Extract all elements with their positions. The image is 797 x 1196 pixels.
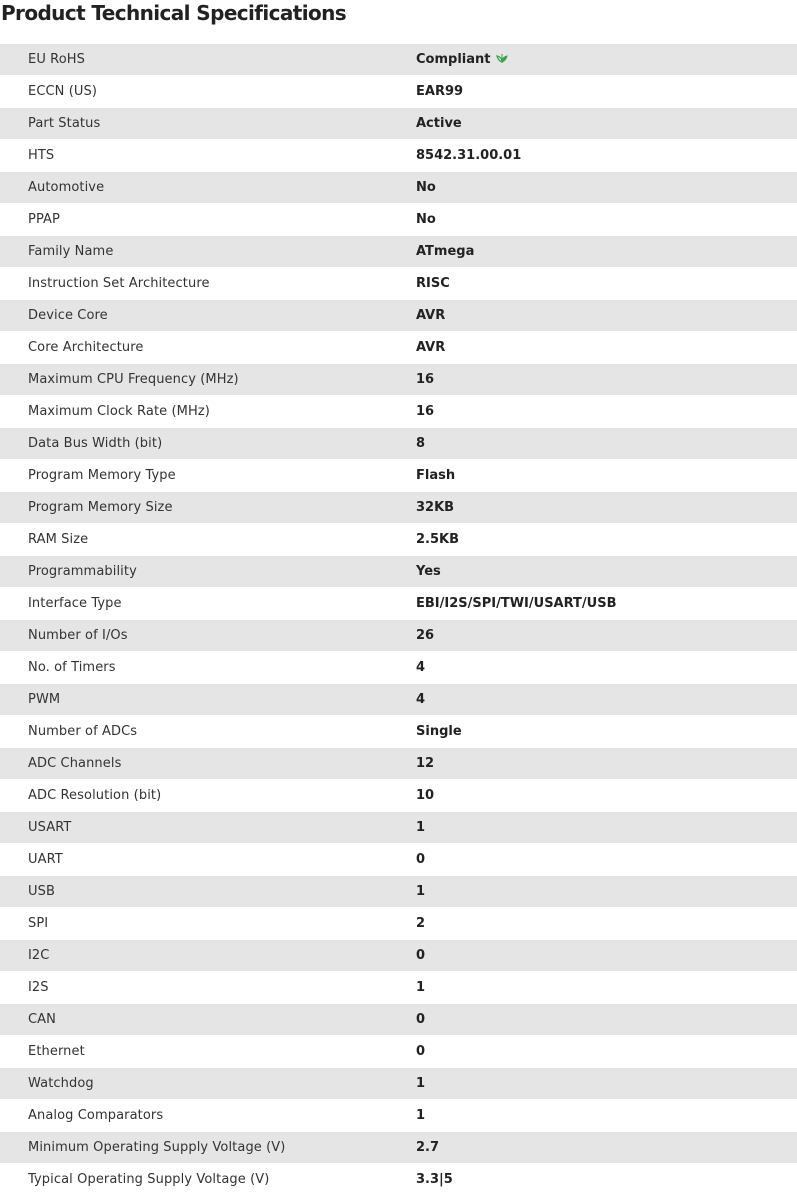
spec-row [0, 908, 797, 940]
spec-value-cell [416, 492, 797, 524]
spec-row [0, 428, 797, 460]
spec-row [0, 652, 797, 684]
spec-value-cell [416, 44, 797, 76]
spec-row [0, 620, 797, 652]
spec-label: ADC Channels [0, 748, 416, 780]
spec-label: Typical Operating Supply Voltage (V) [0, 1164, 416, 1196]
spec-value: 2 [416, 916, 426, 931]
spec-row [0, 1068, 797, 1100]
spec-label: Number of I/Os [0, 620, 416, 652]
spec-value-cell [416, 236, 797, 268]
spec-value-cell [416, 268, 797, 300]
spec-row [0, 844, 797, 876]
spec-row [0, 1036, 797, 1068]
spec-label: PPAP [0, 204, 416, 236]
spec-value-cell [416, 76, 797, 108]
spec-row [0, 364, 797, 396]
spec-label: UART [0, 844, 416, 876]
spec-value: AVR [416, 308, 446, 323]
spec-label: Device Core [0, 300, 416, 332]
spec-value: 2.7 [416, 1140, 440, 1155]
spec-row [0, 492, 797, 524]
spec-value: 16 [416, 404, 435, 419]
spec-label: ECCN (US) [0, 76, 416, 108]
spec-value: 32KB [416, 500, 455, 515]
spec-value-cell [416, 844, 797, 876]
spec-value: No [416, 212, 436, 227]
spec-value-cell [416, 1164, 797, 1196]
page-title: Product Technical Specifications [1, 1, 347, 25]
spec-value: Active [416, 116, 462, 131]
spec-label: Interface Type [0, 588, 416, 620]
spec-value: 1 [416, 1108, 426, 1123]
spec-label: CAN [0, 1004, 416, 1036]
spec-value: 8542.31.00.01 [416, 148, 522, 163]
spec-label: I2S [0, 972, 416, 1004]
spec-value-cell [416, 716, 797, 748]
spec-value-cell [416, 780, 797, 812]
spec-value: 0 [416, 852, 426, 867]
spec-value: AVR [416, 340, 446, 355]
spec-label: USART [0, 812, 416, 844]
spec-label: Part Status [0, 108, 416, 140]
spec-row [0, 108, 797, 140]
spec-row [0, 524, 797, 556]
spec-value-cell [416, 1036, 797, 1068]
spec-value-cell [416, 620, 797, 652]
spec-label: HTS [0, 140, 416, 172]
spec-value: 3.3|5 [416, 1172, 453, 1187]
spec-value-cell [416, 1132, 797, 1164]
spec-row [0, 1164, 797, 1196]
spec-row [0, 44, 797, 76]
spec-label: Maximum Clock Rate (MHz) [0, 396, 416, 428]
leaf-icon [495, 51, 509, 67]
spec-label: Data Bus Width (bit) [0, 428, 416, 460]
spec-label: Number of ADCs [0, 716, 416, 748]
spec-value-cell [416, 812, 797, 844]
spec-label: Family Name [0, 236, 416, 268]
spec-value: 8 [416, 436, 426, 451]
spec-label: Watchdog [0, 1068, 416, 1100]
spec-row [0, 172, 797, 204]
spec-value: RISC [416, 276, 450, 291]
spec-row [0, 236, 797, 268]
spec-row [0, 204, 797, 236]
spec-value-cell [416, 300, 797, 332]
spec-value-cell [416, 748, 797, 780]
spec-value-cell [416, 332, 797, 364]
spec-value-cell [416, 588, 797, 620]
spec-value: 2.5KB [416, 532, 460, 547]
spec-row [0, 1132, 797, 1164]
spec-row [0, 876, 797, 908]
spec-row [0, 300, 797, 332]
spec-label: Program Memory Type [0, 460, 416, 492]
spec-value-cell [416, 684, 797, 716]
spec-value: 26 [416, 628, 435, 643]
spec-value: 1 [416, 884, 426, 899]
spec-value: Yes [416, 564, 441, 579]
spec-label: EU RoHS [0, 44, 416, 76]
spec-row [0, 748, 797, 780]
spec-row [0, 588, 797, 620]
spec-label: Minimum Operating Supply Voltage (V) [0, 1132, 416, 1164]
spec-label: Programmability [0, 556, 416, 588]
spec-value-cell [416, 1068, 797, 1100]
spec-value-cell [416, 172, 797, 204]
spec-row [0, 780, 797, 812]
spec-value: ATmega [416, 244, 475, 259]
spec-value-cell [416, 524, 797, 556]
spec-label: Ethernet [0, 1036, 416, 1068]
spec-value-cell [416, 1100, 797, 1132]
spec-row [0, 140, 797, 172]
specs-table-body [0, 44, 797, 1196]
spec-value: 10 [416, 788, 435, 803]
spec-value: Single [416, 724, 462, 739]
spec-value-cell [416, 140, 797, 172]
spec-value-cell [416, 428, 797, 460]
spec-value: 4 [416, 692, 426, 707]
spec-row [0, 268, 797, 300]
spec-row [0, 940, 797, 972]
spec-value: 1 [416, 820, 426, 835]
spec-value-cell [416, 940, 797, 972]
spec-row [0, 684, 797, 716]
spec-row [0, 76, 797, 108]
spec-value: No [416, 180, 436, 195]
spec-value-cell [416, 1004, 797, 1036]
spec-value: EBI/I2S/SPI/TWI/USART/USB [416, 596, 617, 611]
spec-value: 1 [416, 1076, 426, 1091]
spec-row [0, 716, 797, 748]
spec-label: Analog Comparators [0, 1100, 416, 1132]
spec-label: Instruction Set Architecture [0, 268, 416, 300]
spec-row [0, 556, 797, 588]
spec-value: 16 [416, 372, 435, 387]
spec-value-cell [416, 972, 797, 1004]
spec-value: 0 [416, 1012, 426, 1027]
spec-value-cell [416, 908, 797, 940]
spec-label: Core Architecture [0, 332, 416, 364]
spec-row [0, 396, 797, 428]
spec-value: EAR99 [416, 84, 464, 99]
spec-row [0, 1004, 797, 1036]
spec-value-cell [416, 460, 797, 492]
spec-label: Automotive [0, 172, 416, 204]
spec-value-cell [416, 556, 797, 588]
spec-label: Maximum CPU Frequency (MHz) [0, 364, 416, 396]
spec-label: RAM Size [0, 524, 416, 556]
spec-label: PWM [0, 684, 416, 716]
specs-table [0, 44, 797, 1196]
spec-value: 12 [416, 756, 435, 771]
spec-row [0, 332, 797, 364]
spec-value-cell [416, 364, 797, 396]
spec-value: 1 [416, 980, 426, 995]
spec-label: Program Memory Size [0, 492, 416, 524]
spec-label: ADC Resolution (bit) [0, 780, 416, 812]
spec-row [0, 972, 797, 1004]
spec-value: 0 [416, 948, 426, 963]
spec-label: I2C [0, 940, 416, 972]
spec-value-cell [416, 652, 797, 684]
spec-label: No. of Timers [0, 652, 416, 684]
spec-value-cell [416, 204, 797, 236]
spec-value: 4 [416, 660, 426, 675]
spec-value: Flash [416, 468, 456, 483]
spec-row [0, 1100, 797, 1132]
spec-row [0, 812, 797, 844]
spec-row [0, 460, 797, 492]
spec-label: USB [0, 876, 416, 908]
spec-value: Compliant [416, 52, 491, 67]
spec-value-cell [416, 396, 797, 428]
spec-value-cell [416, 108, 797, 140]
spec-label: SPI [0, 908, 416, 940]
spec-value: 0 [416, 1044, 426, 1059]
spec-value-cell [416, 876, 797, 908]
